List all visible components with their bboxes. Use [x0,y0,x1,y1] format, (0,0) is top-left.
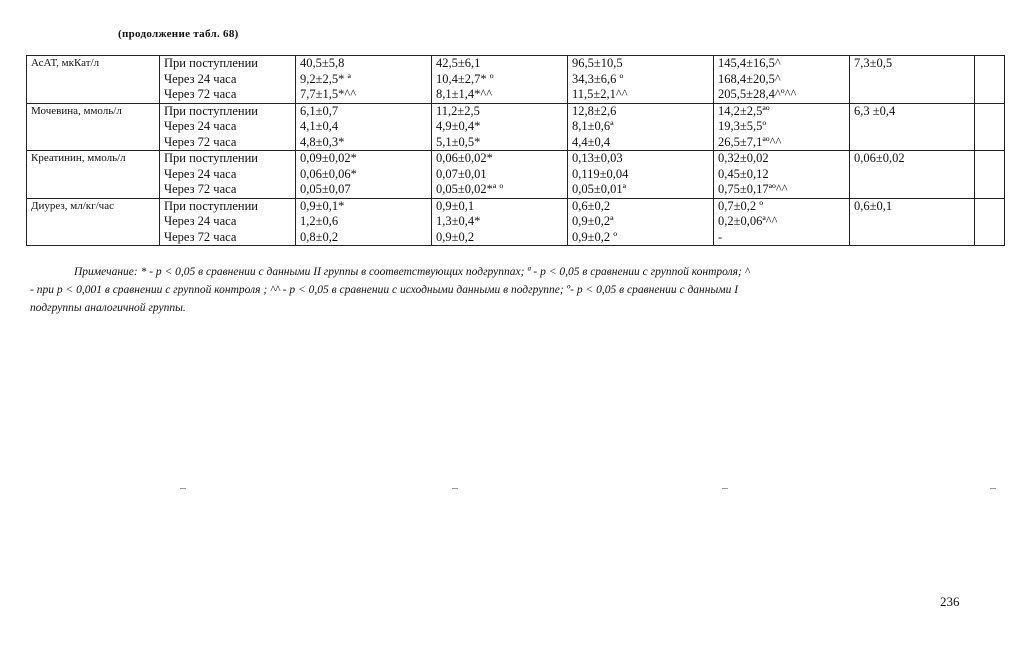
time-cell: Через 24 часа [160,72,296,88]
time-cell: При поступлении [160,103,296,119]
value-cell: 40,5±5,8 [296,56,432,72]
value-cell: 8,1±0,6ª [568,119,714,135]
value-cell: 4,1±0,4 [296,119,432,135]
control-cell [850,119,975,135]
table-row [27,135,1005,151]
footnote-line-2: - при р < 0,001 в сравнении с группой контроля ; ^^ - р < 0,05 в сравнении с исходными данными в подгруппе; º- р < 0,05 в сравнении с данными I [30,284,739,296]
table-row [27,182,1005,198]
value-cell: 4,4±0,4 [568,135,714,151]
value-cell: 4,8±0,3* [296,135,432,151]
control-cell: 0,06±0,02 [850,151,975,167]
value-cell: 0,09±0,02* [296,151,432,167]
empty-cell [975,198,1005,214]
control-cell: 7,3±0,5 [850,56,975,72]
value-cell: 0,9±0,1* [296,198,432,214]
control-cell [850,72,975,88]
parameter-cell [27,230,160,246]
value-cell: 0,13±0,03 [568,151,714,167]
parameter-cell [27,182,160,198]
table-row [27,87,1005,103]
table-row [27,230,1005,246]
empty-cell [975,151,1005,167]
empty-cell [975,119,1005,135]
empty-cell [975,230,1005,246]
control-cell: 6,3 ±0,4 [850,103,975,119]
empty-cell [975,87,1005,103]
value-cell: - [714,230,850,246]
value-cell: 9,2±2,5* ª [296,72,432,88]
value-cell: 0,9±0,2 [432,230,568,246]
value-cell: 0,06±0,02* [432,151,568,167]
time-cell: При поступлении [160,56,296,72]
time-cell: Через 24 часа [160,214,296,230]
empty-cell [975,103,1005,119]
control-cell [850,87,975,103]
empty-cell [975,135,1005,151]
value-cell: 19,3±5,5º [714,119,850,135]
value-cell: 0,9±0,1 [432,198,568,214]
value-cell: 0,45±0,12 [714,167,850,183]
table-row [27,198,1005,214]
parameter-cell [27,135,160,151]
empty-cell [975,214,1005,230]
time-cell: При поступлении [160,151,296,167]
value-cell: 5,1±0,5* [432,135,568,151]
value-cell: 168,4±20,5^ [714,72,850,88]
value-cell: 11,5±2,1^^ [568,87,714,103]
value-cell: 6,1±0,7 [296,103,432,119]
value-cell: 0,75±0,17ªº^^ [714,182,850,198]
table-row [27,103,1005,119]
parameter-cell [27,72,160,88]
table-row [27,167,1005,183]
value-cell: 0,05±0,07 [296,182,432,198]
empty-cell [975,182,1005,198]
value-cell: 0,9±0,2ª [568,214,714,230]
value-cell: 96,5±10,5 [568,56,714,72]
time-cell: Через 72 часа [160,135,296,151]
time-cell: Через 24 часа [160,119,296,135]
value-cell: 1,2±0,6 [296,214,432,230]
value-cell: 34,3±6,6 º [568,72,714,88]
control-cell [850,135,975,151]
value-cell: 14,2±2,5ªº [714,103,850,119]
value-cell: 0,07±0,01 [432,167,568,183]
table-row [27,214,1005,230]
footnote-line-1: Примечание: * - р < 0,05 в сравнении с данными II группы в соответствующих подгруппах; ª - р < 0,05 в сравнении с группой контроля; ^ [74,266,750,278]
value-cell: 7,7±1,5*^^ [296,87,432,103]
table-row [27,56,1005,72]
value-cell: 0,05±0,02*ª º [432,182,568,198]
parameter-cell: Диурез, мл/кг/час [27,198,160,214]
scan-specks [0,488,1021,494]
page-number: 236 [940,594,960,609]
control-cell [850,230,975,246]
value-cell: 0,06±0,06* [296,167,432,183]
control-cell [850,167,975,183]
footnote-line-3: подгруппы аналогичной группы. [30,302,186,314]
empty-cell [975,56,1005,72]
parameter-cell [27,167,160,183]
empty-cell [975,167,1005,183]
time-cell: Через 72 часа [160,182,296,198]
table-row [27,151,1005,167]
time-cell: Через 72 часа [160,87,296,103]
value-cell: 145,4±16,5^ [714,56,850,72]
value-cell: 10,4±2,7* º [432,72,568,88]
table-row [27,72,1005,88]
time-cell: Через 24 часа [160,167,296,183]
value-cell: 0,05±0,01ª [568,182,714,198]
time-cell: При поступлении [160,198,296,214]
value-cell: 0,32±0,02 [714,151,850,167]
parameter-cell [27,214,160,230]
value-cell: 0,7±0,2 º [714,198,850,214]
value-cell: 0,8±0,2 [296,230,432,246]
continuation-caption: (продолжение табл. 68) [118,28,239,40]
parameter-cell: Мочевина, ммоль/л [27,103,160,119]
control-cell [850,182,975,198]
value-cell: 0,9±0,2 º [568,230,714,246]
control-cell: 0,6±0,1 [850,198,975,214]
value-cell: 205,5±28,4^º^^ [714,87,850,103]
value-cell: 0,6±0,2 [568,198,714,214]
control-cell [850,214,975,230]
value-cell: 1,3±0,4* [432,214,568,230]
table-row [27,119,1005,135]
value-cell: 4,9±0,4* [432,119,568,135]
parameter-cell [27,87,160,103]
value-cell: 11,2±2,5 [432,103,568,119]
parameter-cell: Креатинин, ммоль/л [27,151,160,167]
value-cell: 0,2±0,06ª^^ [714,214,850,230]
value-cell: 26,5±7,1ªº^^ [714,135,850,151]
empty-cell [975,72,1005,88]
value-cell: 42,5±6,1 [432,56,568,72]
value-cell: 0,119±0,04 [568,167,714,183]
parameter-cell: АсАТ, мкКат/л [27,56,160,72]
value-cell: 8,1±1,4*^^ [432,87,568,103]
results-table [26,55,1005,246]
time-cell: Через 72 часа [160,230,296,246]
value-cell: 12,8±2,6 [568,103,714,119]
parameter-cell [27,119,160,135]
table-footnote [30,263,995,317]
